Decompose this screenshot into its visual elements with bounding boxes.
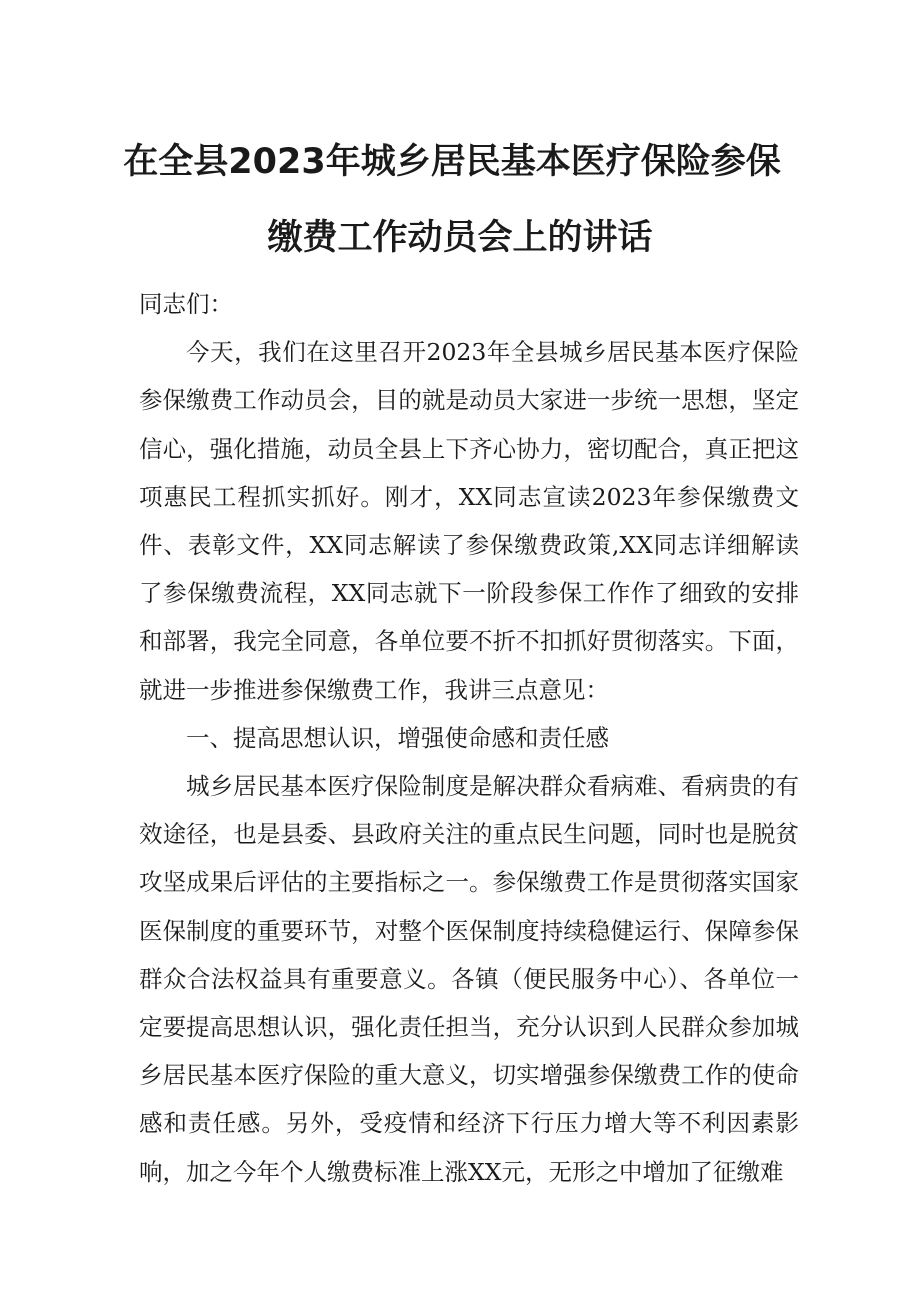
document-title-line-2: 缴费工作动员会上的讲话: [267, 218, 653, 258]
salutation: 同志们：: [139, 290, 233, 318]
document-title-line-1: 在全县2023年城乡居民基本医疗保险参保: [123, 142, 781, 182]
document-body: [139, 280, 799, 1196]
section-1-heading: 一、提高思想认识，增强使命感和责任感: [186, 723, 609, 752]
section-1-paragraph: 城乡居民基本医疗保险制度是解决群众看病难、看病贵的有效途径，也是县委、县政府关注的重点民生问题，同时也是脱贫攻坚成果后评估的主要指标之一。参保缴费工作是贯彻落实国家医保制度的重要环节，对整个医保制度持续稳健运行、保障参保群众合法权益具有重要意义。各镇（便民服务中心）、各单位一定要提高思想认识，强化责任担当，充分认识到人民群众参加城乡居民基本医疗保险的重大意义，切实增强参保缴费工作的使命感和责任感。另外，受疫情和经济下行压力增大等不利因素影响，加之今年个人缴费标准上涨XX元，无形之中增加了征缴难: [139, 772, 799, 1186]
opening-paragraph: 今天，我们在这里召开2023年全县城乡居民基本医疗保险参保缴费工作动员会，目的就是动员大家进一步统一思想，坚定信心，强化措施，动员全县上下齐心协力，密切配合，真正把这项惠民工程抓实抓好。刚才，XX同志宣读2023年参保缴费文件、表彰文件，XX同志解读了参保缴费政策,XX同志详细解读了参保缴费流程，XX同志就下一阶段参保工作作了细致的安排和部署，我完全同意，各单位要不折不扣抓好贯彻落实。下面，就进一步推进参保缴费工作，我讲三点意见：: [139, 338, 799, 704]
